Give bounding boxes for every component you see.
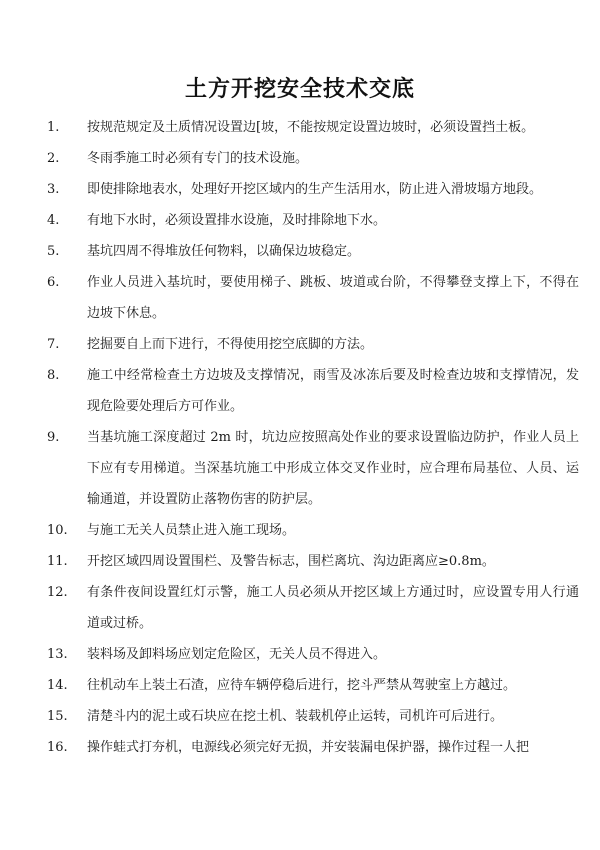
item-number: 12. (47, 585, 68, 600)
item-text: 基坑四周不得堆放任何物料，以确保边坡稳定。 (87, 244, 361, 259)
item-number: 5. (47, 244, 60, 259)
item-number: 7. (47, 337, 60, 352)
item-text: 冬雨季施工时必须有专门的技术设施。 (87, 151, 309, 166)
item-number: 15. (47, 709, 68, 724)
item-text: 操作蛙式打夯机，电源线必须完好无损，并安装漏电保护器，操作过程一人把 (87, 740, 530, 755)
item-number: 1. (47, 120, 60, 135)
item-text: 当基坑施工深度超过 2m 时，坑边应按照高处作业的要求设置临边防护，作业人员上下应有专用梯道。当深基坑施工中形成立体交叉作业时，应合理布局基位、人员、运输通道，并设置防止落物伤害的防护层。 (87, 430, 579, 507)
item-number: 16. (47, 740, 68, 755)
item-number: 6. (47, 275, 60, 290)
item-text: 作业人员进入基坑时，要使用梯子、跳板、坡道或台阶，不得攀登支撑上下，不得在边坡下休息。 (87, 275, 579, 321)
item-text: 往机动车上装土石渣，应待车辆停稳后进行，挖斗严禁从驾驶室上方越过。 (87, 678, 517, 693)
item-number: 2. (47, 151, 60, 166)
item-text: 有条件夜间设置红灯示警，施工人员必须从开挖区域上方通过时，应设置专用人行通道或过桥。 (87, 585, 579, 631)
item-text: 挖掘要自上而下进行，不得使用挖空底脚的方法。 (87, 337, 374, 352)
item-text: 按规范规定及土质情况设置边[坡，不能按规定设置边坡时，必须设置挡土板。 (87, 120, 535, 135)
item-text: 有地下水时，必须设置排水设施，及时排除地下水。 (87, 213, 387, 228)
item-number: 14. (47, 678, 68, 693)
item-text: 清楚斗内的泥土或石块应在挖土机、装载机停止运转，司机许可后进行。 (87, 709, 504, 724)
item-text: 开挖区域四周设置围栏、及警告标志，围栏离坑、沟边距离应≥0.8m。 (87, 554, 495, 569)
document-title: 土方开挖安全技术交底 (184, 77, 415, 102)
item-number: 3. (47, 182, 60, 197)
item-number: 9. (47, 430, 60, 445)
item-number: 8. (47, 368, 60, 383)
item-number: 13. (47, 647, 68, 662)
item-text: 施工中经常检查土方边坡及支撑情况，雨雪及冰冻后要及时检查边坡和支撑情况，发现危险要处理后方可作业。 (87, 368, 579, 414)
item-text: 与施工无关人员禁止进入施工现场。 (87, 523, 296, 538)
item-text: 即使排除地表水，处理好开挖区域内的生产生活用水，防止进入滑坡塌方地段。 (87, 182, 543, 197)
item-number: 10. (47, 523, 68, 538)
item-text: 装料场及卸料场应划定危险区，无关人员不得进入。 (87, 647, 387, 662)
item-number: 11. (47, 554, 68, 569)
item-number: 4. (47, 213, 60, 228)
